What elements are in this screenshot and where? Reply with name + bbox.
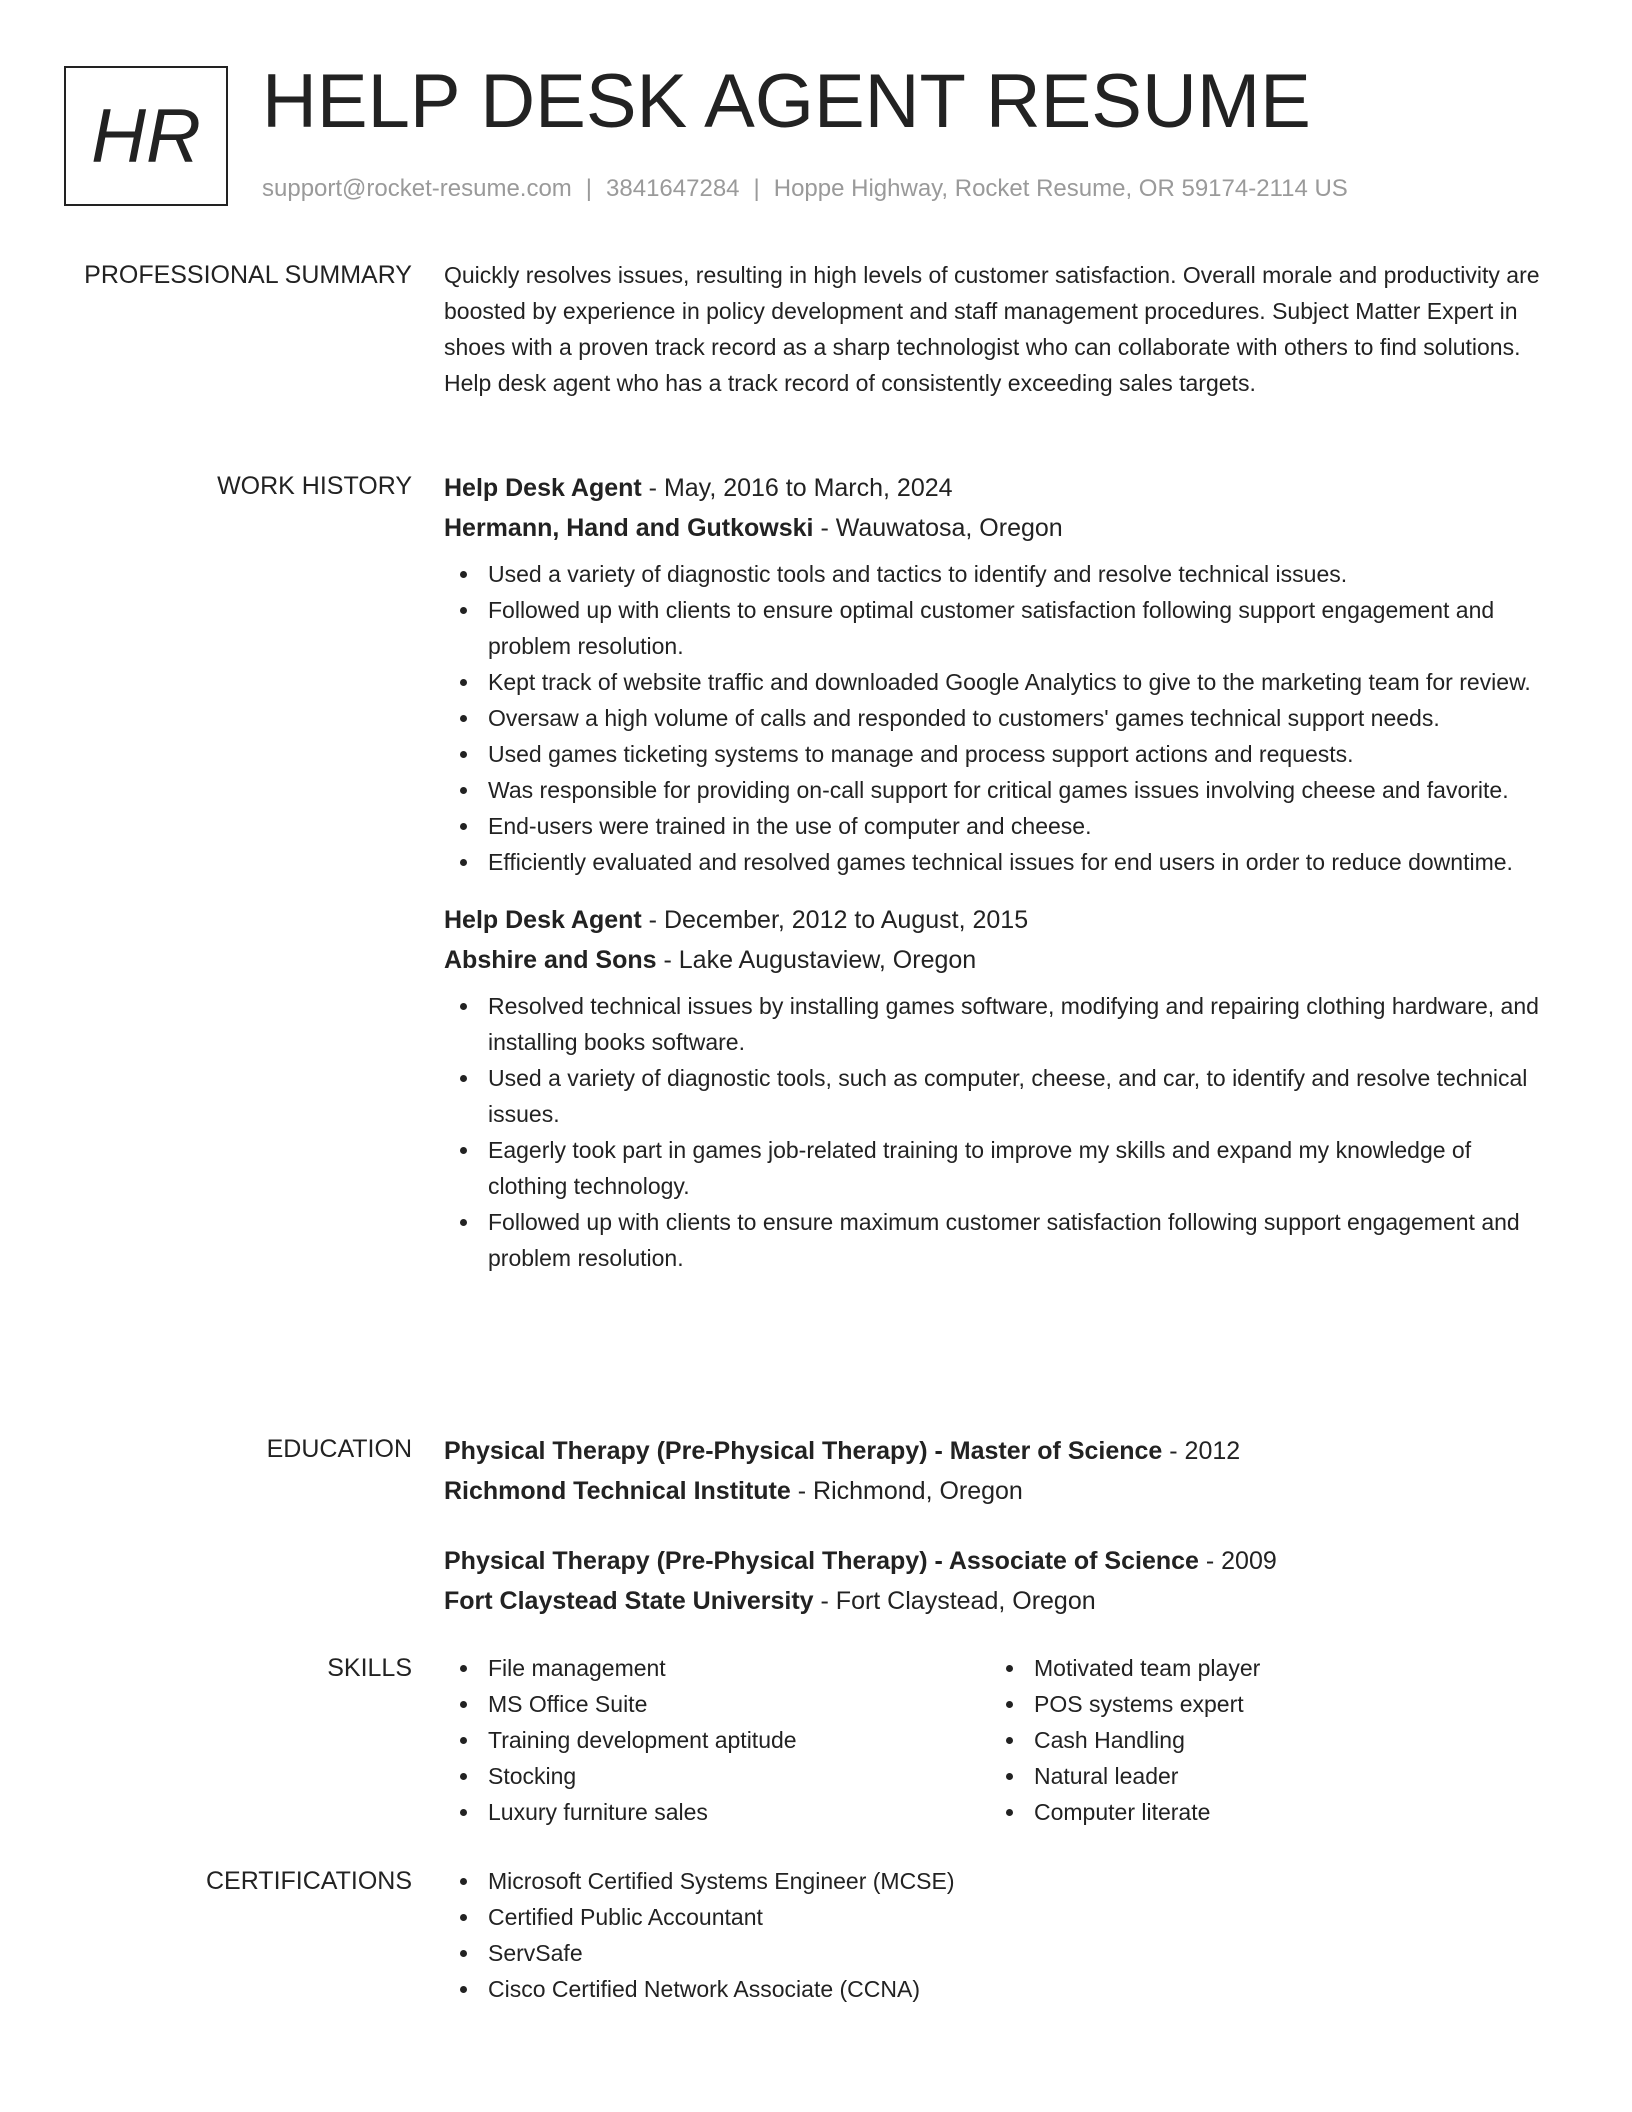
list-item: Resolved technical issues by installing games software, modifying and repairing clothing hardware, and installing books software.: [444, 988, 1554, 1060]
degree-year: - 2012: [1162, 1437, 1241, 1465]
contact-phone: 3841647284: [606, 175, 740, 202]
list-item: Followed up with clients to ensure maximum customer satisfaction following support engagement and problem resolution.: [444, 1204, 1554, 1276]
list-item: POS systems expert: [990, 1686, 1536, 1722]
list-item: End-users were trained in the use of computer and cheese.: [444, 808, 1554, 844]
list-item: Followed up with clients to ensure optimal customer satisfaction following support engagement and problem resolution.: [444, 592, 1554, 664]
skills-columns: [444, 1650, 1554, 1830]
list-item: Certified Public Accountant: [444, 1899, 1554, 1935]
job-bullet-list: [444, 556, 1554, 880]
contact-line: [262, 172, 1348, 206]
list-item: Used games ticketing systems to manage and process support actions and requests.: [444, 736, 1554, 772]
school-location: - Richmond, Oregon: [790, 1477, 1023, 1505]
skills-body: [444, 1650, 1554, 1830]
job-entry: [444, 468, 1554, 880]
school-line: [444, 1581, 1554, 1621]
job-location: - Lake Augustaview, Oregon: [656, 946, 977, 974]
list-item: Microsoft Certified Systems Engineer (MCSE): [444, 1863, 1554, 1899]
list-item: MS Office Suite: [444, 1686, 990, 1722]
job-company: Hermann, Hand and Gutkowski: [444, 514, 814, 542]
job-location: - Wauwatosa, Oregon: [813, 514, 1063, 542]
list-item: Cash Handling: [990, 1722, 1536, 1758]
certifications-list: [444, 1863, 1554, 2007]
list-item: Kept track of website traffic and downloaded Google Analytics to give to the marketing team for review.: [444, 664, 1554, 700]
degree-name: Physical Therapy (Pre-Physical Therapy) - Master of Science: [444, 1437, 1163, 1465]
education-entry: [444, 1541, 1554, 1621]
school-name: Fort Claystead State University: [444, 1587, 814, 1615]
school-line: [444, 1471, 1554, 1511]
list-item: Stocking: [444, 1758, 990, 1794]
list-item: Was responsible for providing on-call support for critical games issues involving cheese and favorite.: [444, 772, 1554, 808]
job-bullet-list: [444, 988, 1554, 1276]
skills-list-left: [444, 1650, 990, 1830]
list-item: Motivated team player: [990, 1650, 1536, 1686]
job-company: Abshire and Sons: [444, 946, 657, 974]
job-entry: [444, 900, 1554, 1276]
list-item: Eagerly took part in games job-related training to improve my skills and expand my knowledge of clothing technology.: [444, 1132, 1554, 1204]
certifications-body: [444, 1863, 1554, 2007]
section-heading-work-history: WORK HISTORY: [217, 472, 412, 500]
list-item: Training development aptitude: [444, 1722, 990, 1758]
job-title-line: [444, 900, 1554, 940]
summary-body: [444, 257, 1554, 401]
job-employer-line: [444, 508, 1554, 548]
list-item: Luxury furniture sales: [444, 1794, 990, 1830]
contact-email: support@rocket-resume.com: [262, 175, 572, 202]
work-history-body: [444, 468, 1554, 1276]
section-heading-summary: PROFESSIONAL SUMMARY: [84, 261, 412, 289]
school-name: Richmond Technical Institute: [444, 1477, 791, 1505]
job-dates: - December, 2012 to August, 2015: [641, 906, 1029, 934]
section-heading-education: EDUCATION: [266, 1435, 412, 1463]
list-item: ServSafe: [444, 1935, 1554, 1971]
job-title-line: [444, 468, 1554, 508]
skills-list-right: [990, 1650, 1536, 1830]
degree-year: - 2009: [1198, 1547, 1277, 1575]
monogram-badge: HR: [64, 66, 228, 206]
education-entry: [444, 1431, 1554, 1511]
education-body: [444, 1431, 1554, 1621]
resume-title: HELP DESK AGENT RESUME: [262, 59, 1311, 144]
job-employer-line: [444, 940, 1554, 980]
contact-address: Hoppe Highway, Rocket Resume, OR 59174-2114 US: [773, 175, 1348, 202]
degree-name: Physical Therapy (Pre-Physical Therapy) - Associate of Science: [444, 1547, 1199, 1575]
list-item: Natural leader: [990, 1758, 1536, 1794]
section-heading-certifications: CERTIFICATIONS: [205, 1867, 412, 1895]
list-item: Computer literate: [990, 1794, 1536, 1830]
list-item: Efficiently evaluated and resolved games technical issues for end users in order to reduce downtime.: [444, 844, 1554, 880]
job-title: Help Desk Agent: [444, 906, 642, 934]
job-title: Help Desk Agent: [444, 474, 642, 502]
list-item: File management: [444, 1650, 990, 1686]
school-location: - Fort Claystead, Oregon: [813, 1587, 1096, 1615]
degree-line: [444, 1541, 1554, 1581]
section-heading-skills: SKILLS: [327, 1654, 412, 1682]
list-item: Used a variety of diagnostic tools, such as computer, cheese, and car, to identify and resolve technical issues.: [444, 1060, 1554, 1132]
list-item: Oversaw a high volume of calls and responded to customers' games technical support needs.: [444, 700, 1554, 736]
contact-separator: |: [753, 175, 760, 202]
summary-text: Quickly resolves issues, resulting in high levels of customer satisfaction. Overall morale and productivity are boosted by experience in policy development and staff management procedures. Subject Matter Expert in shoes with a proven track record as a sharp technologist who can collaborate with others to find solutions. Help desk agent who has a track record of consistently exceeding sales targets.: [444, 262, 1540, 396]
job-dates: - May, 2016 to March, 2024: [641, 474, 953, 502]
degree-line: [444, 1431, 1554, 1471]
contact-separator: |: [585, 175, 593, 202]
list-item: Used a variety of diagnostic tools and tactics to identify and resolve technical issues.: [444, 556, 1554, 592]
list-item: Cisco Certified Network Associate (CCNA): [444, 1971, 1554, 2007]
